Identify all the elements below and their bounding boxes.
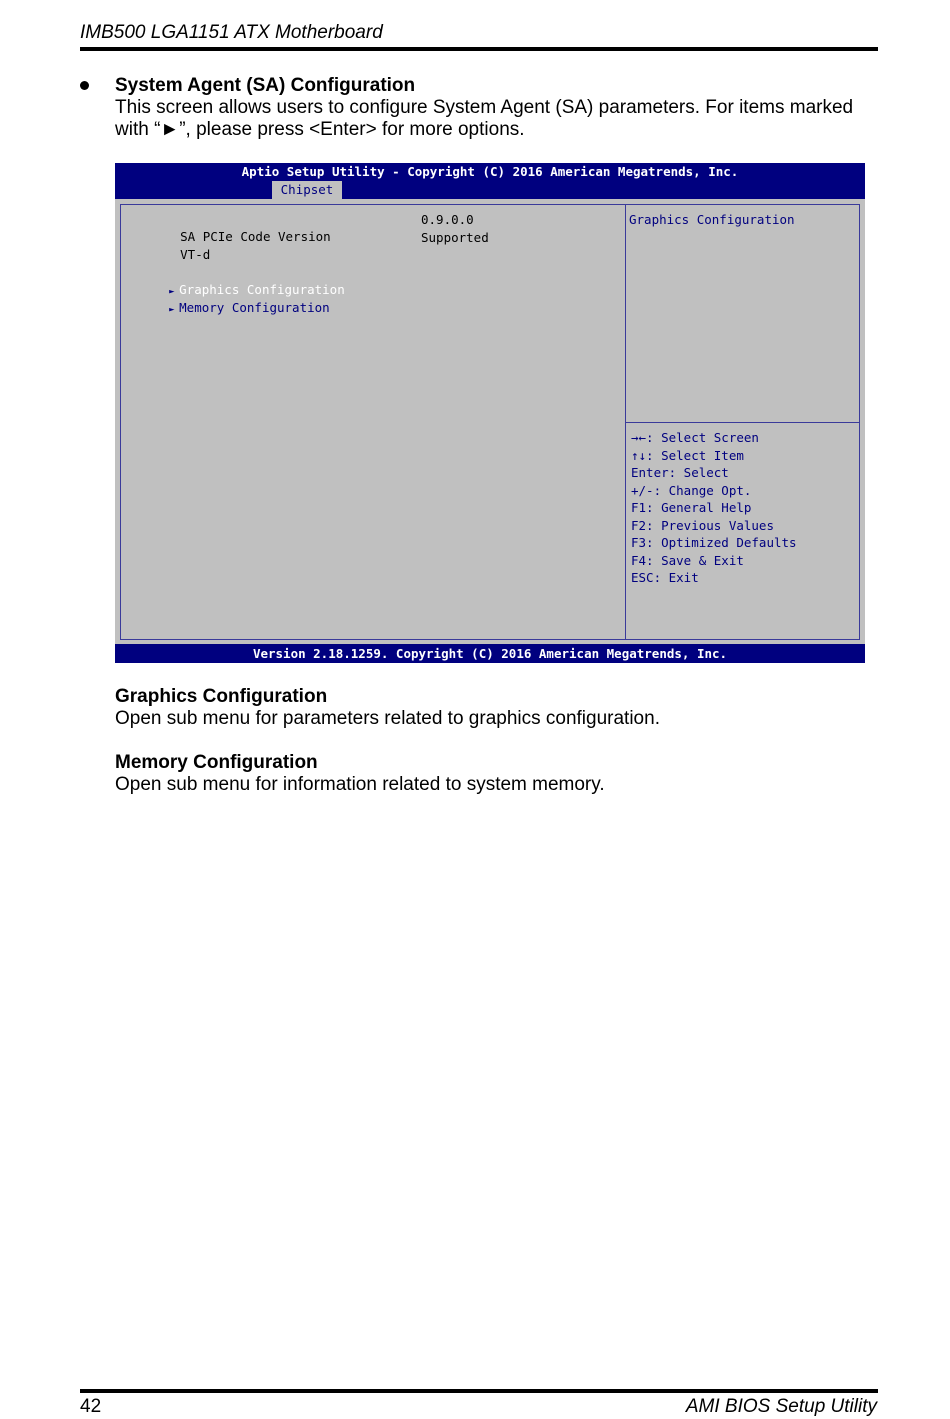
footer-rule [80,1389,878,1393]
key-select-item: ↑↓: Select Item [631,448,744,463]
page-header-title: IMB500 LGA1151 ATX Motherboard [80,22,383,43]
submenu-arrow-icon: ► [169,305,175,315]
setting-value-vtd: Supported [421,230,489,245]
tab-chipset[interactable]: Chipset [272,181,342,199]
section-heading: System Agent (SA) Configuration [115,75,416,96]
submenu-arrow-icon: ► [169,287,175,297]
key-esc-exit: ESC: Exit [631,570,699,585]
key-previous-values: F2: Previous Values [631,518,774,533]
description-title-graphics: Graphics Configuration [115,686,328,707]
bios-version-bar: Version 2.18.1259. Copyright (C) 2016 American Megatrends, Inc. [115,644,865,663]
section-intro [115,97,877,141]
setting-label: VT-d [180,247,211,262]
key-change-opt: +/-: Change Opt. [631,483,752,498]
key-select-screen: →←: Select Screen [631,430,759,445]
menu-item-label: Graphics Configuration [179,282,345,297]
panel-divider-horizontal [626,422,859,423]
key-general-help: F1: General Help [631,500,752,515]
bullet-icon [80,81,89,90]
key-save-exit: F4: Save & Exit [631,553,744,568]
menu-item-label: Memory Configuration [179,300,330,315]
footer-title: AMI BIOS Setup Utility [685,1396,877,1417]
description-text-graphics: Open sub menu for parameters related to graphics configuration. [115,708,660,729]
help-text: Graphics Configuration [629,212,795,227]
intro-line-2: with “►”, please press <Enter> for more options. [115,119,525,140]
bios-main-panel [120,204,860,640]
key-enter-select: Enter: Select [631,465,729,480]
bios-screenshot [115,163,865,663]
bios-title: Aptio Setup Utility - Copyright (C) 2016 American Megatrends, Inc. [241,164,739,179]
setting-value-pcie-version: 0.9.0.0 [421,212,474,227]
menu-item-memory-configuration[interactable] [124,282,330,336]
key-optimized-defaults: F3: Optimized Defaults [631,535,797,550]
description-title-memory: Memory Configuration [115,752,318,773]
header-rule [80,47,878,51]
description-text-memory: Open sub menu for information related to system memory. [115,774,605,795]
page-number: 42 [80,1396,102,1417]
bios-title-bar [115,163,865,199]
intro-line-1: This screen allows users to configure System Agent (SA) parameters. For items marked [115,97,854,118]
setting-label: SA PCIe Code Version [180,229,331,244]
